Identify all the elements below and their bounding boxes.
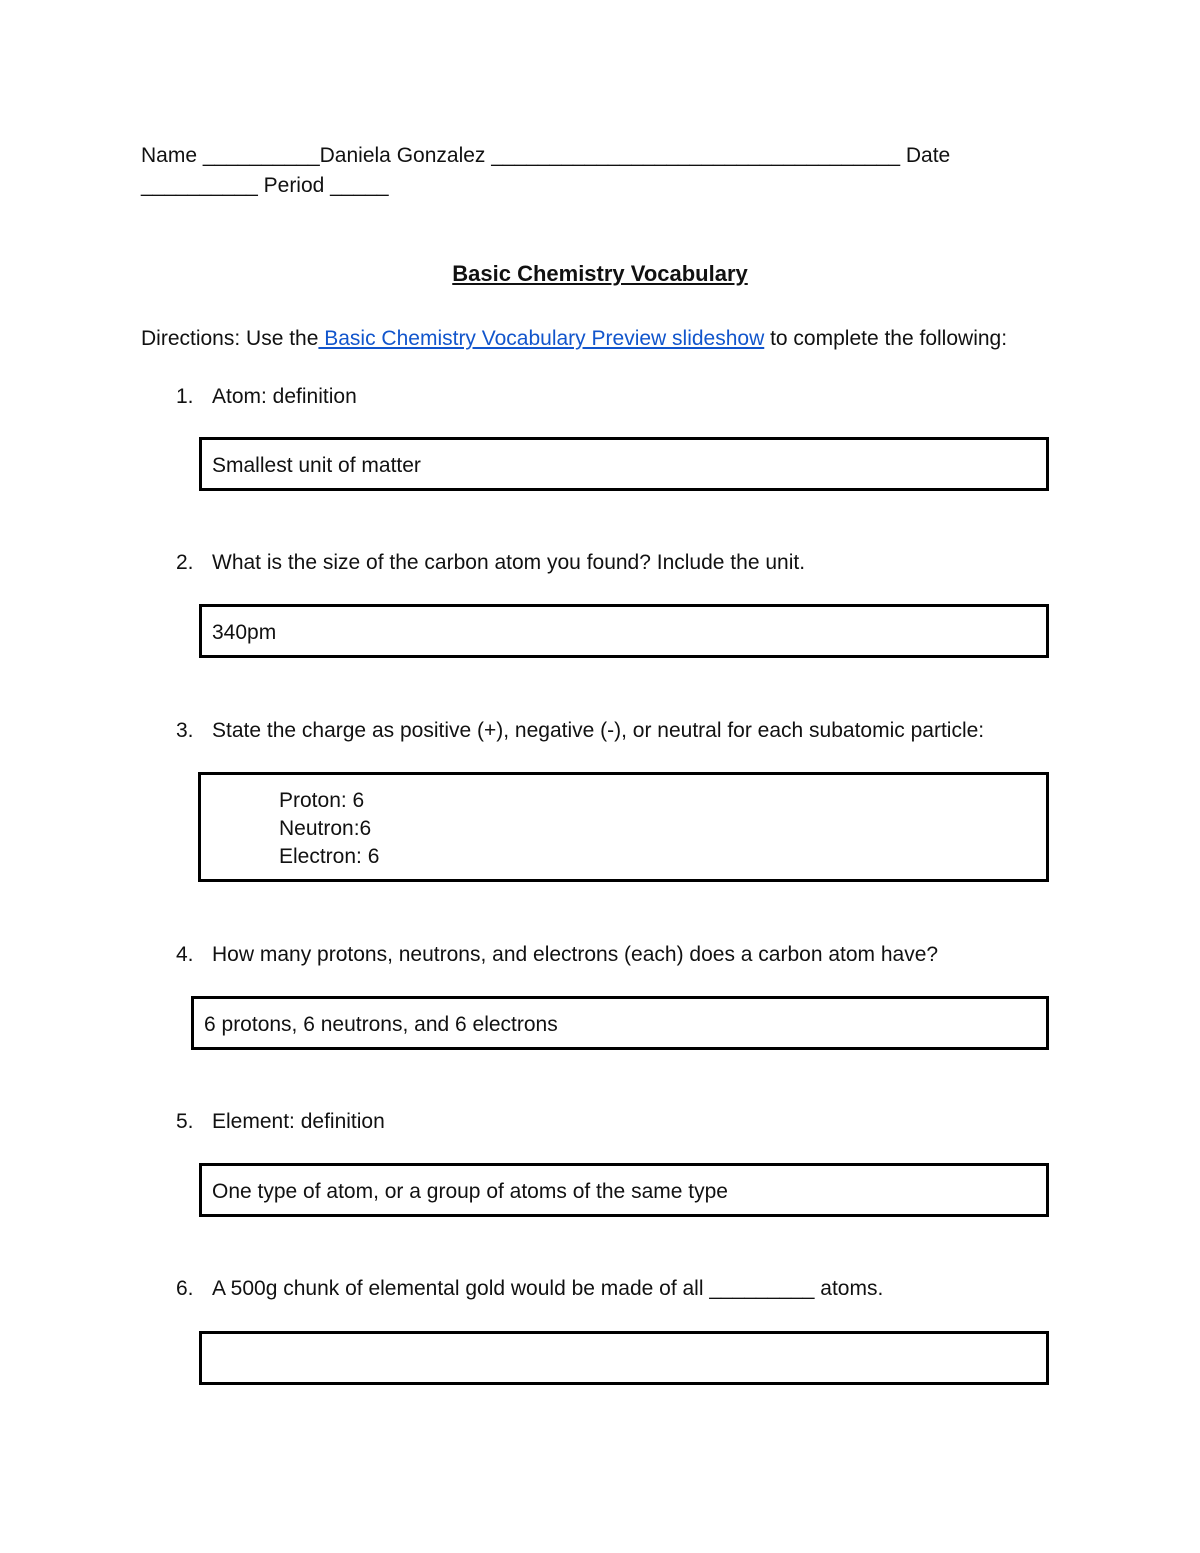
question-5 <box>176 1109 385 1135</box>
question-3 <box>176 718 984 744</box>
answer-text: 340pm <box>212 621 277 644</box>
question-number: 4. <box>176 943 194 966</box>
question-text: How many protons, neutrons, and electrons (each) does a carbon atom have? <box>212 943 939 966</box>
answer-box-4[interactable] <box>191 996 1049 1050</box>
directions <box>141 326 1007 352</box>
answer-line-proton: Proton: 6 <box>279 789 365 812</box>
directions-suffix: to complete the following: <box>764 327 1008 350</box>
question-2 <box>176 550 805 576</box>
answer-box-3[interactable] <box>198 772 1049 882</box>
question-number: 2. <box>176 551 194 574</box>
question-1 <box>176 384 357 410</box>
question-4 <box>176 942 938 968</box>
question-number: 1. <box>176 385 194 408</box>
question-text: Atom: definition <box>212 385 357 408</box>
period-line: __________ Period _____ <box>141 174 389 197</box>
question-text: A 500g chunk of elemental gold would be made of all _________ atoms. <box>212 1277 884 1300</box>
answer-box-1[interactable] <box>199 437 1049 491</box>
directions-prefix: Directions: Use the <box>141 327 319 350</box>
answer-box-2[interactable] <box>199 604 1049 658</box>
answer-text: Smallest unit of matter <box>212 454 421 477</box>
answer-text: One type of atom, or a group of atoms of the same type <box>212 1180 728 1203</box>
answer-text: 6 protons, 6 neutrons, and 6 electrons <box>204 1013 558 1036</box>
answer-line-electron: Electron: 6 <box>279 845 380 868</box>
answer-line-neutron: Neutron:6 <box>279 817 372 840</box>
page-title: Basic Chemistry Vocabulary <box>452 261 748 286</box>
question-text: What is the size of the carbon atom you found? Include the unit. <box>212 551 806 574</box>
answer-box-5[interactable] <box>199 1163 1049 1217</box>
name-date-line: Name __________Daniela Gonzalez ___________________________________ Date <box>141 144 951 167</box>
question-6 <box>176 1276 883 1302</box>
question-text: Element: definition <box>212 1110 385 1133</box>
question-number: 5. <box>176 1110 194 1133</box>
question-number: 3. <box>176 719 194 742</box>
answer-box-6[interactable] <box>199 1331 1049 1385</box>
question-text: State the charge as positive (+), negative (-), or neutral for each subatomic particle: <box>212 719 985 742</box>
slideshow-link[interactable]: Basic Chemistry Vocabulary Preview slideshow <box>318 327 765 350</box>
question-number: 6. <box>176 1277 194 1300</box>
